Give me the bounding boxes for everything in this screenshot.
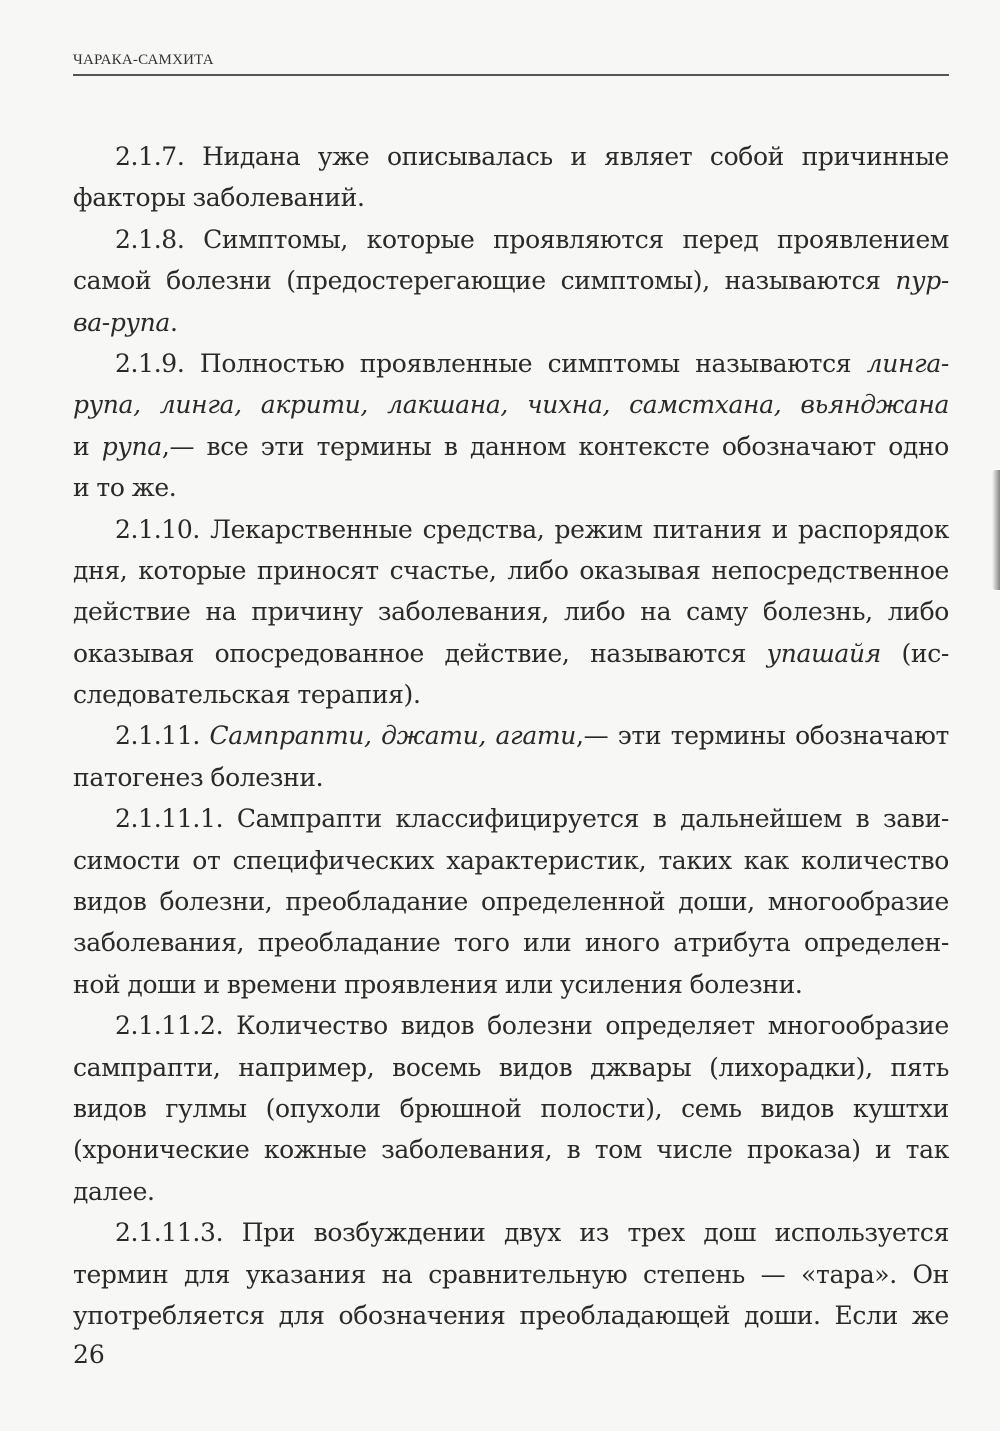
paragraph-2-1-11-3 <box>73 1212 949 1336</box>
text-segment: термин для указания на сравнительную степень — «тара». Он <box>73 1259 949 1289</box>
text-line <box>73 1254 949 1295</box>
text-segment: дня, которые приносят счастье, либо оказывая непосредственное <box>73 555 949 585</box>
text-segment: самой болезни (предостерегающие симптомы), называются <box>73 266 896 296</box>
text-segment: 2.1.10. Лекарственные средства, режим питания и распорядок <box>115 514 949 544</box>
text-segment: оказывая опосредованное действие, называются <box>73 638 767 668</box>
text-segment: 2.1.11.2. Количество видов болезни определяет многообразие <box>115 1011 949 1041</box>
text-line <box>73 219 949 260</box>
text-segment: 2.1.11. <box>115 721 210 751</box>
text-segment: сампрапти, например, восемь видов джвары (лихорадки), пять <box>73 1052 949 1082</box>
text-line <box>73 1171 949 1212</box>
paragraph-2-1-8 <box>73 219 949 343</box>
text-line <box>73 922 949 963</box>
text-line <box>73 384 949 425</box>
header-rule <box>73 74 949 76</box>
text-line <box>73 177 949 218</box>
text-segment: далее. <box>73 1176 155 1206</box>
text-line <box>73 715 949 756</box>
text-line <box>73 964 949 1005</box>
text-segment: . <box>169 307 178 337</box>
text-line <box>73 1295 949 1336</box>
text-line <box>73 757 949 798</box>
text-segment: 2.1.8. Симптомы, которые проявляются перед проявлением <box>115 224 949 254</box>
text-segment: симости от специфических характеристик, таких как количество <box>73 845 949 875</box>
italic-term: пур- <box>895 266 949 296</box>
text-line <box>73 260 949 301</box>
text-segment: (ис- <box>880 638 949 668</box>
text-segment: (хронические кожные заболевания, в том числе проказа) и так <box>73 1135 949 1165</box>
italic-term: линга- <box>866 348 949 378</box>
italic-term: Сампрапти, джати, агати <box>209 721 577 751</box>
text-line <box>73 1129 949 1170</box>
page-edge-shadow <box>992 470 1000 590</box>
page-header <box>73 50 949 76</box>
text-segment: ,— эти термины обозначают <box>576 721 949 751</box>
text-segment: ной доши и времени проявления или усиления болезни. <box>73 969 803 999</box>
text-line <box>73 550 949 591</box>
text-line <box>73 1047 949 1088</box>
text-line <box>73 509 949 550</box>
text-segment: факторы заболеваний. <box>73 183 365 213</box>
text-line <box>73 1212 949 1253</box>
text-line <box>73 302 949 343</box>
text-line <box>73 674 949 715</box>
text-line <box>73 1005 949 1046</box>
page-number: 26 <box>73 1340 105 1369</box>
italic-term: упашайя <box>766 638 881 668</box>
text-line <box>73 881 949 922</box>
italic-term: ва-рупа <box>73 307 170 337</box>
paragraph-2-1-9 <box>73 343 949 509</box>
text-line <box>73 343 949 384</box>
paragraph-2-1-11-2 <box>73 1005 949 1212</box>
paragraph-2-1-10 <box>73 509 949 716</box>
text-segment: 2.1.11.3. При возбуждении двух из трех дош используется <box>115 1218 949 1248</box>
text-segment: и то же. <box>73 473 177 503</box>
paragraph-2-1-11 <box>73 715 949 798</box>
text-segment: употребляется для обозначения преобладающей доши. Если же <box>73 1300 949 1330</box>
text-line <box>73 467 949 508</box>
text-segment: 2.1.11.1. Сампрапти классифицируется в дальнейшем в зави- <box>115 804 949 834</box>
text-segment: видов болезни, преобладание определенной доши, многообразие <box>73 887 949 917</box>
text-segment: ,— все эти термины в данном контексте обозначают одно <box>161 431 949 461</box>
text-line <box>73 798 949 839</box>
text-segment: 2.1.7. Нидана уже описывалась и являет собой причинные <box>115 142 949 171</box>
body-text <box>73 136 949 1336</box>
text-line <box>73 591 949 632</box>
paragraph-2-1-11-1 <box>73 798 949 1005</box>
running-head: ЧАРАКА-САМХИТА <box>73 52 214 68</box>
paragraph-2-1-7 <box>73 136 949 219</box>
text-segment: 2.1.9. Полностью проявленные симптомы называются <box>115 348 867 378</box>
text-line <box>73 1088 949 1129</box>
text-line <box>73 633 949 674</box>
italic-term: рупа <box>101 431 162 461</box>
text-segment: следовательская терапия). <box>73 680 421 710</box>
text-line <box>73 840 949 881</box>
text-segment: патогенез болезни. <box>73 762 324 792</box>
text-line <box>73 426 949 467</box>
text-segment: видов гулмы (опухоли брюшной полости), семь видов куштхи <box>73 1093 949 1123</box>
text-line <box>73 136 949 177</box>
text-segment: и <box>73 431 102 461</box>
italic-term: рупа, линга, акрити, лакшана, чихна, самстхана, вьянджана <box>73 390 949 420</box>
text-segment: действие на причину заболевания, либо на саму болезнь, либо <box>73 597 949 627</box>
text-segment: заболевания, преобладание того или иного атрибута определен- <box>73 928 949 958</box>
